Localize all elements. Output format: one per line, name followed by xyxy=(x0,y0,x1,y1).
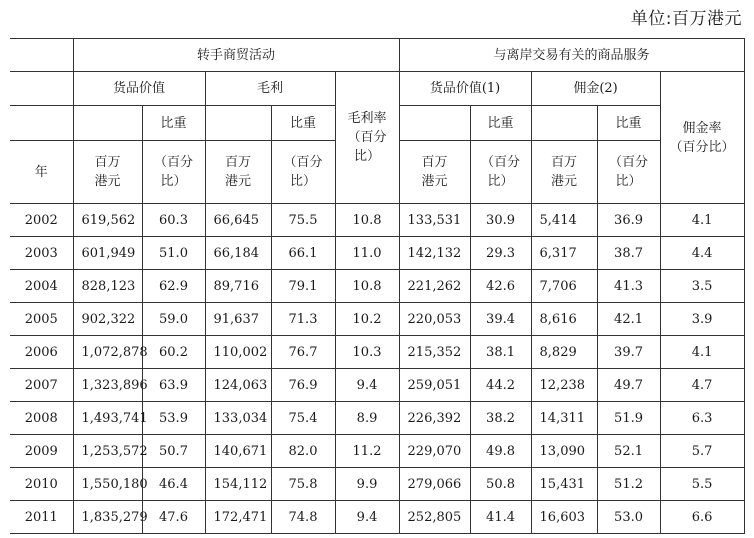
goods-value-share-cell: 47.6 xyxy=(142,501,205,534)
header-gross-profit: 毛利 xyxy=(205,72,335,106)
header-goods-value-1: 货品价值(1) xyxy=(399,72,531,106)
commission-share-cell: 39.7 xyxy=(597,336,660,369)
commission-share-cell: 53.0 xyxy=(597,501,660,534)
goods-value-share-cell: 46.4 xyxy=(142,468,205,501)
goods-value-cell: 1,835,279 xyxy=(73,501,142,534)
year-cell: 2011 xyxy=(10,501,73,534)
gross-profit-cell: 133,034 xyxy=(205,402,271,435)
commission-rate-cell: 6.3 xyxy=(660,402,744,435)
gross-profit-cell: 89,716 xyxy=(205,270,271,303)
margin-rate-cell: 9.4 xyxy=(335,501,399,534)
offshore-goods-share-cell: 41.4 xyxy=(470,501,531,534)
gross-profit-cell: 66,645 xyxy=(205,204,271,237)
gross-profit-cell: 124,063 xyxy=(205,369,271,402)
gross-profit-share-cell: 75.5 xyxy=(271,204,335,237)
table-row xyxy=(10,468,744,501)
goods-value-cell: 601,949 xyxy=(73,237,142,270)
table-row xyxy=(10,501,744,534)
offshore-goods-share-cell: 49.8 xyxy=(470,435,531,468)
commission-rate-cell: 4.1 xyxy=(660,204,744,237)
goods-value-share-cell: 63.9 xyxy=(142,369,205,402)
header-share: 比重 xyxy=(142,106,205,141)
gross-profit-share-cell: 79.1 xyxy=(271,270,335,303)
gross-profit-cell: 140,671 xyxy=(205,435,271,468)
margin-rate-cell: 8.9 xyxy=(335,402,399,435)
commission-cell: 7,706 xyxy=(531,270,597,303)
offshore-goods-value-cell: 215,352 xyxy=(399,336,470,369)
commission-cell: 8,616 xyxy=(531,303,597,336)
offshore-goods-value-cell: 226,392 xyxy=(399,402,470,435)
margin-rate-cell: 10.8 xyxy=(335,204,399,237)
offshore-goods-value-cell: 220,053 xyxy=(399,303,470,336)
gross-profit-share-cell: 76.7 xyxy=(271,336,335,369)
gross-profit-share-cell: 82.0 xyxy=(271,435,335,468)
table-row xyxy=(10,369,744,402)
header-hk-million: 百万 港元 xyxy=(73,141,142,204)
margin-rate-cell: 10.3 xyxy=(335,336,399,369)
commission-share-cell: 38.7 xyxy=(597,237,660,270)
margin-rate-cell: 10.2 xyxy=(335,303,399,336)
table-row xyxy=(10,237,744,270)
goods-value-cell: 828,123 xyxy=(73,270,142,303)
goods-value-share-cell: 62.9 xyxy=(142,270,205,303)
gross-profit-share-cell: 66.1 xyxy=(271,237,335,270)
offshore-goods-share-cell: 39.4 xyxy=(470,303,531,336)
offshore-goods-share-cell: 38.2 xyxy=(470,402,531,435)
year-cell: 2007 xyxy=(10,369,73,402)
commission-share-cell: 51.2 xyxy=(597,468,660,501)
year-cell: 2010 xyxy=(10,468,73,501)
commission-cell: 13,090 xyxy=(531,435,597,468)
gross-profit-cell: 66,184 xyxy=(205,237,271,270)
margin-rate-cell: 9.9 xyxy=(335,468,399,501)
goods-value-share-cell: 60.2 xyxy=(142,336,205,369)
corner-cell xyxy=(10,39,73,72)
year-cell: 2008 xyxy=(10,402,73,435)
gross-profit-cell: 154,112 xyxy=(205,468,271,501)
offshore-goods-share-cell: 42.6 xyxy=(470,270,531,303)
commission-rate-cell: 4.4 xyxy=(660,237,744,270)
header-share: 比重 xyxy=(597,106,660,141)
table-row xyxy=(10,270,744,303)
blank-cell xyxy=(10,106,73,141)
header-commission-2: 佣金(2) xyxy=(531,72,660,106)
header-hk-million: 百万 港元 xyxy=(399,141,470,204)
year-cell: 2003 xyxy=(10,237,73,270)
header-commission-rate: 佣金率 （百分比） xyxy=(660,72,744,204)
header-trade-activity: 转手商贸活动 xyxy=(73,39,399,72)
goods-value-cell: 1,253,572 xyxy=(73,435,142,468)
offshore-goods-value-cell: 142,132 xyxy=(399,237,470,270)
goods-value-cell: 619,562 xyxy=(73,204,142,237)
goods-value-cell: 1,550,180 xyxy=(73,468,142,501)
margin-rate-cell: 10.8 xyxy=(335,270,399,303)
header-share: 比重 xyxy=(470,106,531,141)
offshore-goods-value-cell: 259,051 xyxy=(399,369,470,402)
header-percent: （百分 比） xyxy=(470,141,531,204)
commission-share-cell: 36.9 xyxy=(597,204,660,237)
offshore-goods-value-cell: 252,805 xyxy=(399,501,470,534)
goods-value-share-cell: 50.7 xyxy=(142,435,205,468)
offshore-goods-value-cell: 279,066 xyxy=(399,468,470,501)
margin-rate-cell: 11.2 xyxy=(335,435,399,468)
gross-profit-share-cell: 74.8 xyxy=(271,501,335,534)
commission-rate-cell: 5.7 xyxy=(660,435,744,468)
offshore-goods-value-cell: 221,262 xyxy=(399,270,470,303)
header-percent: （百分 比） xyxy=(597,141,660,204)
commission-cell: 14,311 xyxy=(531,402,597,435)
gross-profit-share-cell: 75.8 xyxy=(271,468,335,501)
commission-share-cell: 42.1 xyxy=(597,303,660,336)
header-goods-value: 货品价值 xyxy=(73,72,205,106)
year-cell: 2004 xyxy=(10,270,73,303)
offshore-goods-value-cell: 133,531 xyxy=(399,204,470,237)
goods-value-share-cell: 59.0 xyxy=(142,303,205,336)
table-row xyxy=(10,435,744,468)
offshore-goods-share-cell: 29.3 xyxy=(470,237,531,270)
goods-value-cell: 902,322 xyxy=(73,303,142,336)
blank-cell xyxy=(205,106,271,141)
header-share: 比重 xyxy=(271,106,335,141)
goods-value-share-cell: 51.0 xyxy=(142,237,205,270)
blank-cell xyxy=(73,106,142,141)
blank-cell xyxy=(531,106,597,141)
goods-value-cell: 1,323,896 xyxy=(73,369,142,402)
gross-profit-cell: 91,637 xyxy=(205,303,271,336)
table-row xyxy=(10,204,744,237)
commission-rate-cell: 4.7 xyxy=(660,369,744,402)
commission-rate-cell: 6.6 xyxy=(660,501,744,534)
header-year: 年 xyxy=(10,141,73,204)
gross-profit-cell: 172,471 xyxy=(205,501,271,534)
year-cell: 2006 xyxy=(10,336,73,369)
gross-profit-share-cell: 71.3 xyxy=(271,303,335,336)
commission-cell: 5,414 xyxy=(531,204,597,237)
table-row xyxy=(10,336,744,369)
commission-share-cell: 49.7 xyxy=(597,369,660,402)
commission-rate-cell: 3.5 xyxy=(660,270,744,303)
commission-cell: 12,238 xyxy=(531,369,597,402)
year-cell: 2009 xyxy=(10,435,73,468)
header-margin-rate: 毛利率 （百分 比） xyxy=(335,72,399,204)
blank-cell xyxy=(399,106,470,141)
gross-profit-share-cell: 75.4 xyxy=(271,402,335,435)
goods-value-cell: 1,493,741 xyxy=(73,402,142,435)
commission-share-cell: 41.3 xyxy=(597,270,660,303)
commission-rate-cell: 5.5 xyxy=(660,468,744,501)
offshore-goods-share-cell: 30.9 xyxy=(470,204,531,237)
commission-rate-cell: 4.1 xyxy=(660,336,744,369)
commission-cell: 16,603 xyxy=(531,501,597,534)
commission-cell: 15,431 xyxy=(531,468,597,501)
trade-table xyxy=(10,38,745,534)
table-row xyxy=(10,402,744,435)
goods-value-share-cell: 53.9 xyxy=(142,402,205,435)
commission-share-cell: 52.1 xyxy=(597,435,660,468)
blank-cell xyxy=(10,72,73,106)
goods-value-cell: 1,072,878 xyxy=(73,336,142,369)
header-percent: （百分 比） xyxy=(142,141,205,204)
offshore-goods-share-cell: 50.8 xyxy=(470,468,531,501)
margin-rate-cell: 9.4 xyxy=(335,369,399,402)
year-cell: 2002 xyxy=(10,204,73,237)
commission-share-cell: 51.9 xyxy=(597,402,660,435)
header-hk-million: 百万 港元 xyxy=(205,141,271,204)
gross-profit-share-cell: 76.9 xyxy=(271,369,335,402)
goods-value-share-cell: 60.3 xyxy=(142,204,205,237)
header-offshore-services: 与离岸交易有关的商品服务 xyxy=(399,39,744,72)
header-hk-million: 百万 港元 xyxy=(531,141,597,204)
commission-rate-cell: 3.9 xyxy=(660,303,744,336)
unit-label: 单位:百万港元 xyxy=(630,9,742,29)
commission-cell: 8,829 xyxy=(531,336,597,369)
commission-cell: 6,317 xyxy=(531,237,597,270)
table-row xyxy=(10,303,744,336)
offshore-goods-value-cell: 229,070 xyxy=(399,435,470,468)
margin-rate-cell: 11.0 xyxy=(335,237,399,270)
year-cell: 2005 xyxy=(10,303,73,336)
header-percent: （百分 比） xyxy=(271,141,335,204)
offshore-goods-share-cell: 44.2 xyxy=(470,369,531,402)
gross-profit-cell: 110,002 xyxy=(205,336,271,369)
offshore-goods-share-cell: 38.1 xyxy=(470,336,531,369)
